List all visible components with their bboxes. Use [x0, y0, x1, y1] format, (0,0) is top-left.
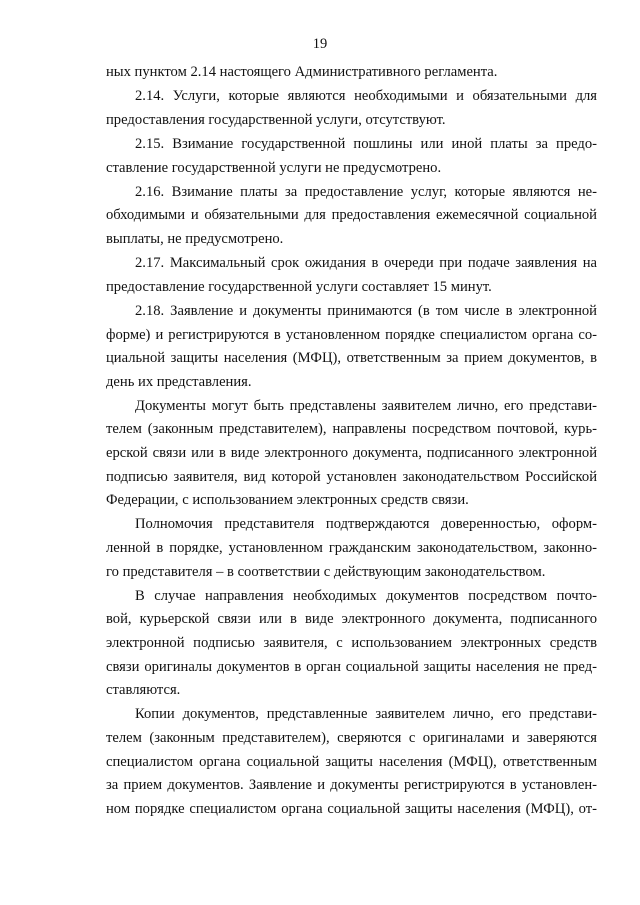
paragraph-representative-authority: [106, 513, 597, 584]
text-line: электронной подписью заявителя, с использованием электронных средств: [106, 635, 597, 651]
text-line: предоставление государственной услуги составляет 15 минут.: [106, 278, 492, 295]
text-line: Документы могут быть представлены заявителем лично, его представи-: [135, 397, 597, 414]
text-line: 2.15. Взимание государственной пошлины или иной платы за предо-: [135, 135, 597, 152]
text-line: 2.18. Заявление и документы принимаются (в том числе в электронной: [135, 302, 597, 319]
text-line: выплаты, не предусмотрено.: [106, 230, 284, 247]
text-line: специалистом органа социальной защиты населения (МФЦ), ответственным: [106, 753, 597, 770]
paragraph-continuation: [106, 61, 597, 85]
text-line: 2.14. Услуги, которые являются необходимыми и обязательными для: [135, 88, 597, 105]
text-line: связи оригиналы документов в орган социальной защиты населения не пред-: [106, 658, 597, 675]
paragraph-documents-submission: [106, 395, 597, 513]
paragraph-2-18: [106, 300, 597, 394]
text-line: день их представления.: [106, 373, 252, 390]
text-line: ставление государственной услуги не предусмотрено.: [106, 159, 442, 176]
text-line: Федерации, с использованием электронных средств связи.: [106, 492, 469, 509]
text-line: ставляются.: [106, 682, 181, 699]
text-line: 2.17. Максимальный срок ожидания в очереди при подаче заявления на: [135, 255, 597, 272]
text-line: Копии документов, представленные заявителем лично, его представи-: [135, 706, 597, 723]
text-line: ленной в порядке, установленном гражданским законодательством, законно-: [106, 540, 597, 557]
text-line: 2.16. Взимание платы за предоставление услуг, которые являются не-: [135, 183, 597, 200]
text-line: го представителя – в соответствии с действующим законодательством.: [106, 563, 546, 580]
paragraph-2-14: [106, 85, 597, 132]
text-line: за прием документов. Заявление и документы регистрируются в установлен-: [106, 777, 597, 794]
paragraph-2-15: [106, 133, 597, 180]
text-line: предоставления государственной услуги, отсутствуют.: [106, 111, 446, 128]
page-number: 19: [312, 36, 328, 52]
text-line: В случае направления необходимых документов посредством почто-: [135, 587, 597, 604]
text-line: ном порядке специалистом органа социальной защиты населения (МФЦ), от-: [106, 800, 597, 817]
paragraph-2-17: [106, 252, 597, 299]
document-body: [106, 61, 597, 821]
text-line: ерской связи или в виде электронного документа, подписанного электронной: [106, 445, 597, 462]
paragraph-document-copies: [106, 703, 597, 821]
text-line: Полномочия представителя подтверждаются доверенностью, оформ-: [135, 516, 597, 533]
paragraph-postal-submission: [106, 585, 597, 703]
text-line: ных пунктом 2.14 настоящего Административного регламента.: [106, 64, 498, 80]
text-line: форме) и регистрируются в установленном порядке специалистом органа со-: [106, 326, 597, 343]
text-line: телем (законным представителем), сверяются с оригиналами и заверяются: [106, 729, 597, 746]
text-line: вой, курьерской связи или в виде электронного документа, подписанного: [106, 611, 597, 628]
text-line: обходимыми и обязательными для предоставления ежемесячной социальной: [106, 207, 597, 224]
text-line: телем (законным представителем), направлены посредством почтовой, курь-: [106, 421, 597, 438]
text-line: подписью заявителя, вид которой установлен законодательством Российской: [106, 468, 597, 485]
text-line: циальной защиты населения (МФЦ), ответственным за прием документов, в: [106, 350, 597, 367]
paragraph-2-16: [106, 181, 597, 252]
